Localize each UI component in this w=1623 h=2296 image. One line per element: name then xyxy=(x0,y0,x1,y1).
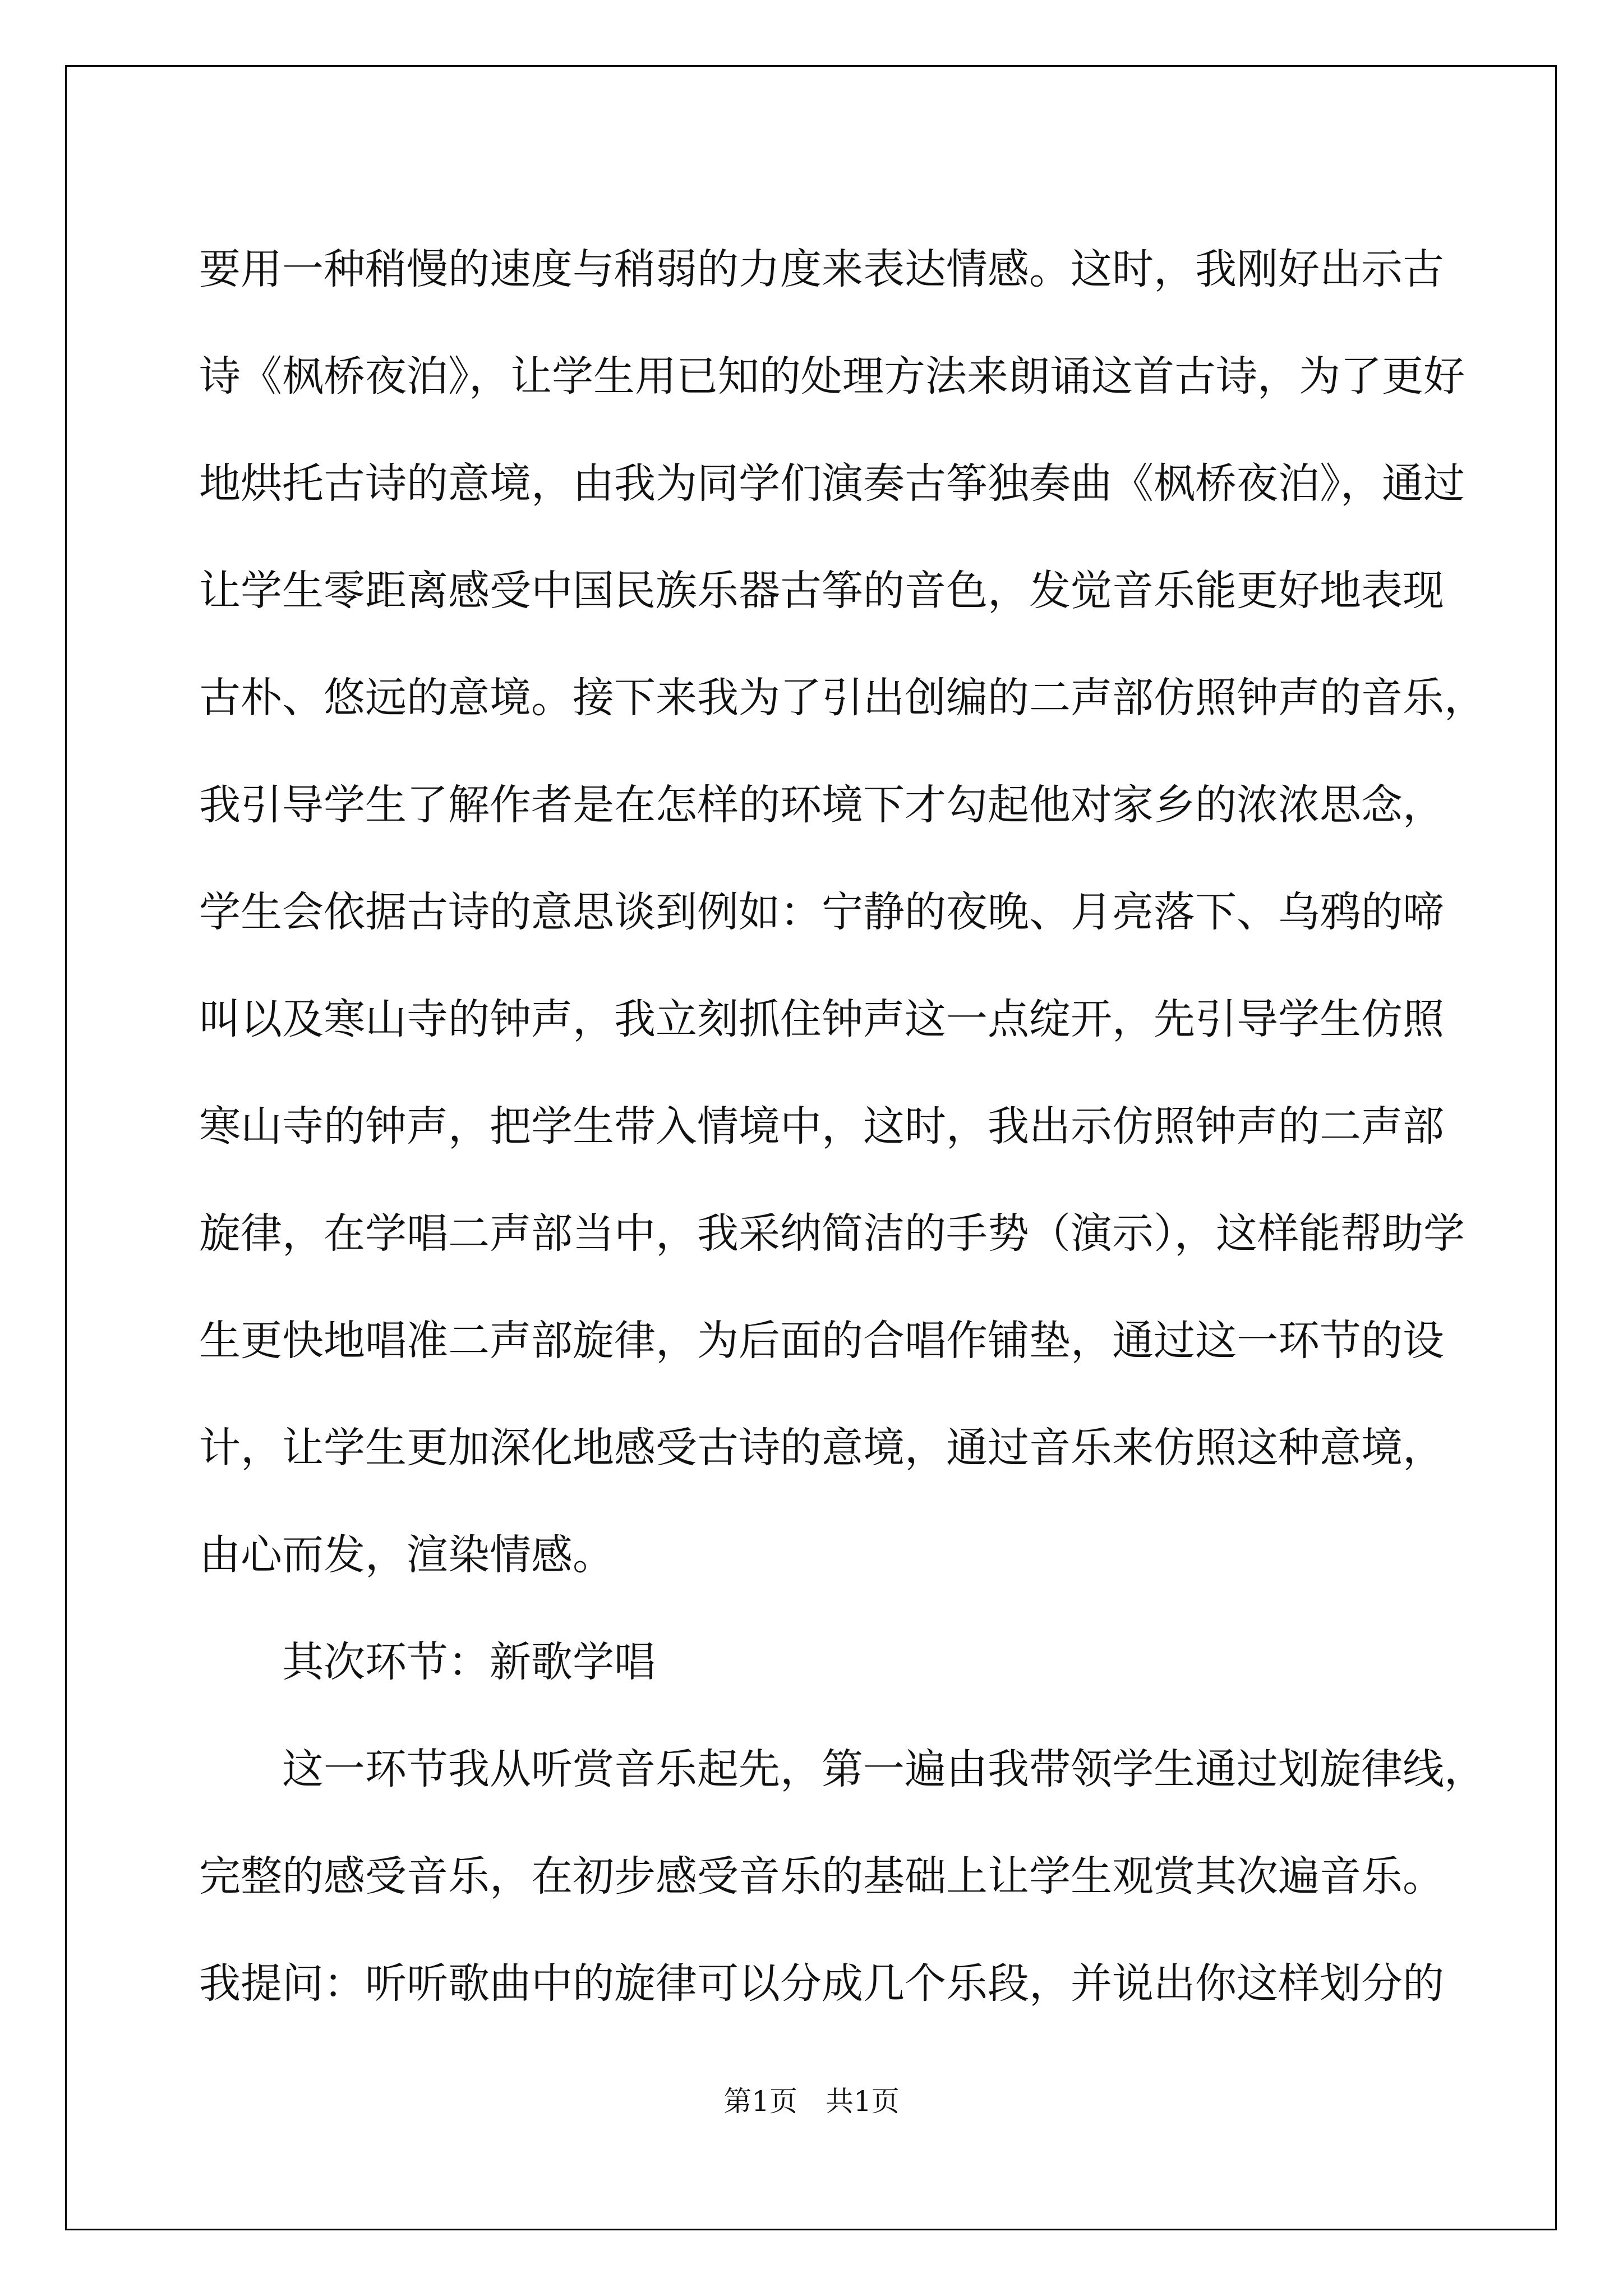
text-line: 让学生零距离感受中国民族乐器古筝的音色，发觉音乐能更好地表现 xyxy=(199,567,1444,615)
text-line: 我引导学生了解作者是在怎样的环境下才勾起他对家乡的浓浓思念， xyxy=(199,781,1444,829)
text-line: 诗《枫桥夜泊》，让学生用已知的处理方法来朗诵这首古诗，为了更好 xyxy=(199,352,1465,401)
section-heading: 其次环节：新歌学唱 xyxy=(282,1638,656,1686)
page-total: 共1页 xyxy=(826,2085,900,2118)
text-line: 要用一种稍慢的速度与稍弱的力度来表达情感。这时，我刚好出示古 xyxy=(199,245,1444,293)
text-line: 生更快地唱准二声部旋律，为后面的合唱作铺垫，通过这一环节的设 xyxy=(199,1317,1444,1365)
text-line: 计，让学生更加深化地感受古诗的意境，通过音乐来仿照这种意境， xyxy=(199,1424,1444,1472)
text-line: 完整的感受音乐，在初步感受音乐的基础上让学生观赏其次遍音乐。 xyxy=(199,1852,1444,1901)
text-line: 寒山寺的钟声，把学生带入情境中，这时，我出示仿照钟声的二声部 xyxy=(199,1102,1444,1151)
document-body xyxy=(199,216,1486,2037)
text-line: 由心而发，渲染情感。 xyxy=(199,1531,614,1579)
page-number: 第1页 xyxy=(723,2085,797,2118)
text-line: 我提问：听听歌曲中的旋律可以分成几个乐段，并说出你这样划分的 xyxy=(199,1959,1444,2008)
text-line: 古朴、悠远的意境。接下来我为了引出创编的二声部仿照钟声的音乐， xyxy=(199,674,1486,722)
text-line: 地烘托古诗的意境，由我为同学们演奏古筝独奏曲《枫桥夜泊》，通过 xyxy=(199,459,1465,508)
text-line: 学生会依据古诗的意思谈到例如：宁静的夜晚、月亮落下、乌鸦的啼 xyxy=(199,888,1444,936)
page-footer xyxy=(0,2085,1623,2118)
text-line: 叫以及寒山寺的钟声，我立刻抓住钟声这一点绽开，先引导学生仿照 xyxy=(199,995,1444,1043)
paragraph-first-line: 这一环节我从听赏音乐起先，第一遍由我带领学生通过划旋律线， xyxy=(282,1745,1486,1793)
text-line: 旋律，在学唱二声部当中，我采纳简洁的手势（演示），这样能帮助学 xyxy=(199,1209,1465,1258)
